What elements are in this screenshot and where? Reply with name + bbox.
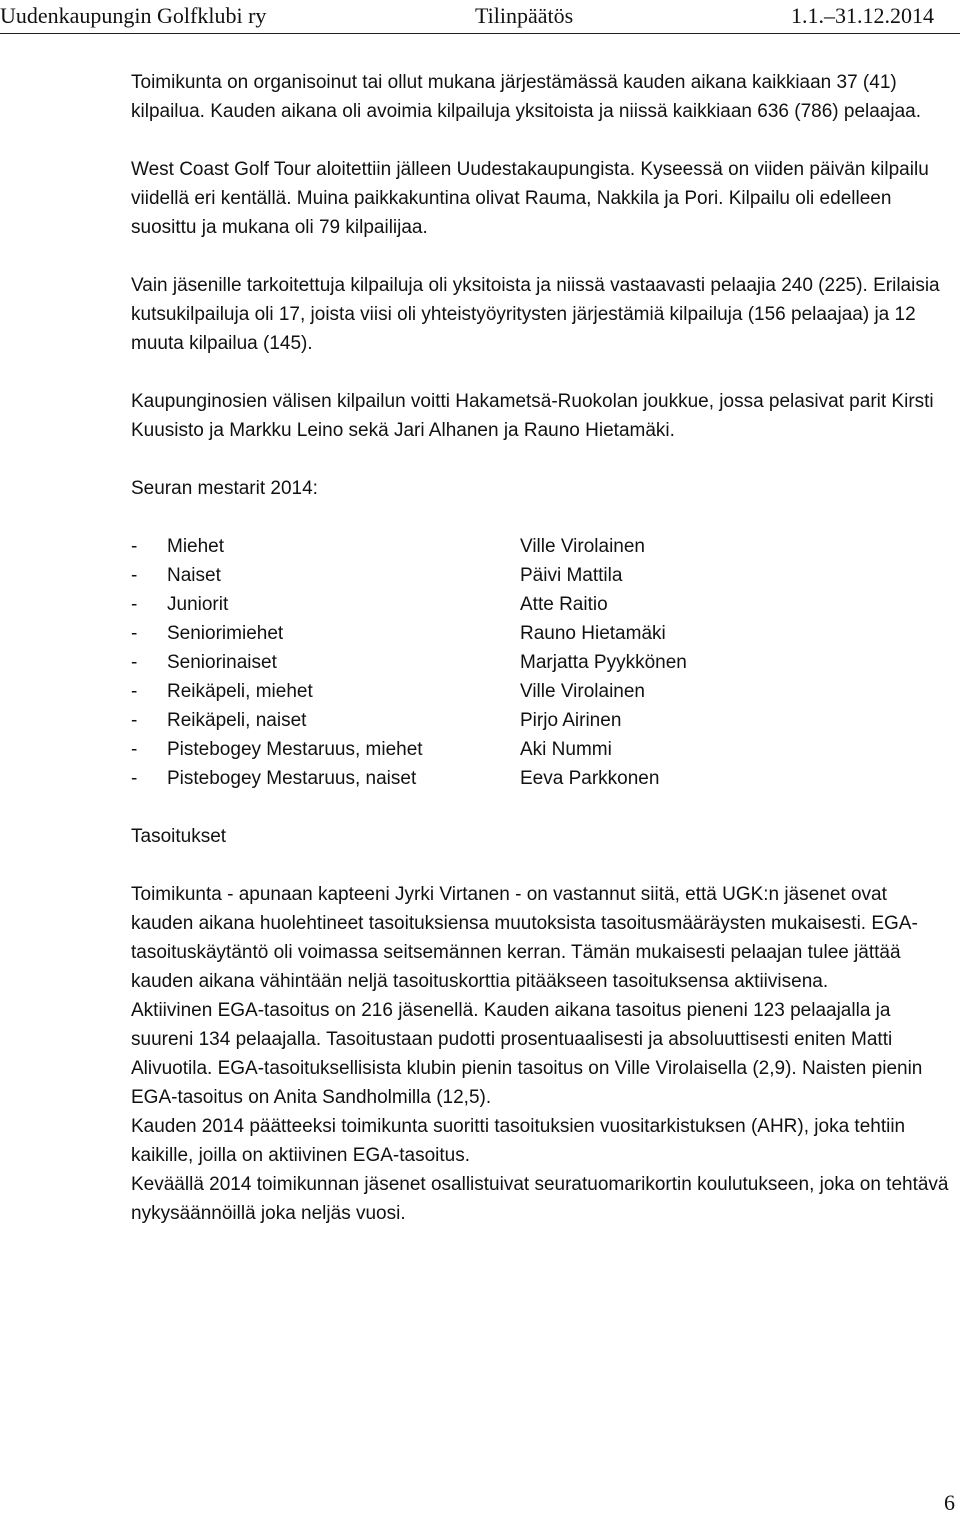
champions-heading: Seuran mestarit 2014:: [131, 478, 318, 499]
list-dash: -: [131, 594, 138, 615]
champion-category: Seniorimiehet: [167, 623, 284, 644]
paragraph-handicap-committee: Toimikunta - apunaan kapteeni Jyrki Virtanen - on vastannut siitä, että UGK:n jäsenet ovat kauden aikana huolehtineet tasoituksiensa muutoksista tasoitusmääräysten mukaisesti. EGA-tasoituskäytäntö oli voimassa seitsemännen kerran. Tämän mukaisesti pelaajan tulee jättää kauden aikana vähintään neljä tasoituskorttia pitääkseen tasoituksensa aktiivisena.: [131, 884, 918, 992]
champions-list: [131, 532, 953, 793]
list-dash: -: [131, 739, 138, 760]
champion-category: Pistebogey Mestaruus, miehet: [167, 739, 423, 760]
champion-winner: Aki Nummi: [520, 739, 612, 760]
paragraph-handicap-review: Kauden 2014 päätteeksi toimikunta suoritti tasoituksien vuositarkistuksen (AHR), joka tehtiin kaikille, joilla on aktiivinen EGA-tasoitus.: [131, 1116, 906, 1166]
paragraph-west-coast-tour: West Coast Golf Tour aloitettiin jälleen Uudestakaupungista. Kyseessä on viiden päivän kilpailu viidellä eri kentällä. Muina paikkakuntina olivat Rauma, Nakkila ja Pori. Kilpailu oli edelleen suosittu ja mukana oli 79 kilpailijaa.: [131, 159, 929, 238]
list-item: [131, 735, 953, 764]
list-item: [131, 532, 953, 561]
paragraph-competitions: Toimikunta on organisoinut tai ollut mukana järjestämässä kauden aikana kaikkiaan 37 (41) kilpailua. Kauden aikana oli avoimia kilpailuja yksitoista ja niissä kaikkiaan 636 (786) pelaajaa.: [131, 72, 922, 122]
list-item: [131, 619, 953, 648]
champion-winner: Ville Virolainen: [520, 536, 645, 557]
list-item: [131, 561, 953, 590]
list-dash: -: [131, 681, 138, 702]
list-dash: -: [131, 768, 138, 789]
list-dash: -: [131, 710, 138, 731]
champion-winner: Ville Virolainen: [520, 681, 645, 702]
list-item: [131, 706, 953, 735]
list-dash: -: [131, 652, 138, 673]
list-dash: -: [131, 565, 138, 586]
champion-winner: Päivi Mattila: [520, 565, 623, 586]
champion-category: Naiset: [167, 565, 221, 586]
list-item: [131, 677, 953, 706]
champion-winner: Atte Raitio: [520, 594, 608, 615]
header-divider: [0, 33, 960, 34]
champion-category: Juniorit: [167, 594, 229, 615]
header-club-name: Uudenkaupungin Golfklubi ry: [0, 3, 267, 28]
header-document-title: Tilinpäätös: [475, 3, 574, 28]
list-item: [131, 648, 953, 677]
paragraph-referee-training: Keväällä 2014 toimikunnan jäsenet osallistuivat seuratuomarikortin koulutukseen, joka on tehtävä nykysäännöillä joka neljäs vuosi.: [131, 1174, 949, 1224]
list-dash: -: [131, 623, 138, 644]
header-period: 1.1.–31.12.2014: [791, 3, 934, 28]
list-item: [131, 764, 953, 793]
list-item: [131, 590, 953, 619]
paragraph-member-competitions: Vain jäsenille tarkoitettuja kilpailuja oli yksitoista ja niissä vastaavasti pelaajia 240 (225). Erilaisia kutsukilpailuja oli 17, joista viisi oli yhteistyöyritysten järjestämiä kilpailuja (156 pelaajaa) ja 12 muuta kilpailua (145).: [131, 275, 940, 354]
paragraph-district-competition: Kaupunginosien välisen kilpailun voitti Hakametsä-Ruokolan joukkue, jossa pelasivat parit Kirsti Kuusisto ja Markku Leino sekä Jari Alhanen ja Rauno Hietamäki.: [131, 391, 934, 441]
handicap-heading: Tasoitukset: [131, 826, 227, 847]
champion-category: Reikäpeli, naiset: [167, 710, 307, 731]
champion-category: Reikäpeli, miehet: [167, 681, 313, 702]
champion-winner: Pirjo Airinen: [520, 710, 622, 731]
champion-category: Miehet: [167, 536, 225, 557]
champion-winner: Marjatta Pyykkönen: [520, 652, 687, 673]
document-body: [131, 68, 953, 1228]
champion-winner: Rauno Hietamäki: [520, 623, 666, 644]
champion-category: Pistebogey Mestaruus, naiset: [167, 768, 417, 789]
paragraph-handicap-statistics: Aktiivinen EGA-tasoitus on 216 jäsenellä. Kauden aikana tasoitus pieneni 123 pelaajalla ja suureni 134 pelaajalla. Tasoitustaan pudotti prosentuaalisesti ja absoluuttisesti eniten Matti Alivuotila. EGA-tasoituksellisista klubin pienin tasoitus on Ville Virolaisella (2,9). Naisten pienin EGA-tasoitus on Anita Sandholmilla (12,5).: [131, 1000, 923, 1108]
page-header: [0, 0, 960, 34]
champion-winner: Eeva Parkkonen: [520, 768, 660, 789]
champion-category: Seniorinaiset: [167, 652, 277, 673]
page-number: 6: [944, 1490, 955, 1515]
list-dash: -: [131, 536, 138, 557]
